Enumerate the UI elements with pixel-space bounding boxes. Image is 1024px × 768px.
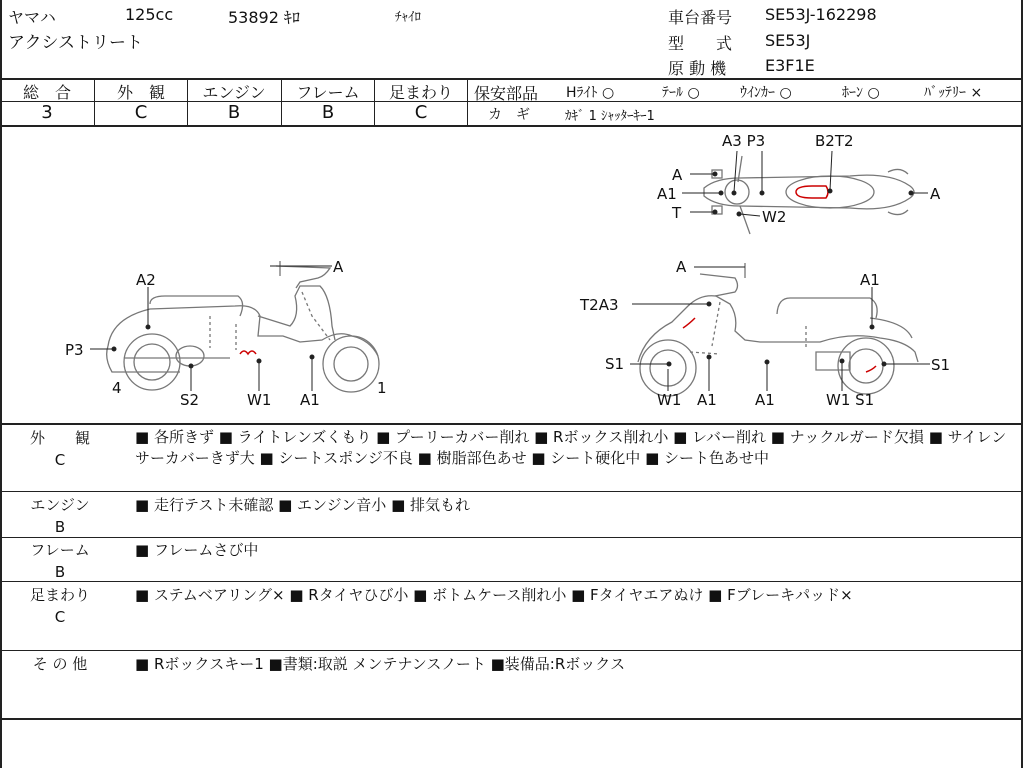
- label-right-a1-mid: A1: [697, 391, 717, 409]
- label-top-b2t2: B2T2: [815, 132, 854, 150]
- label-left-a1: A1: [300, 391, 320, 409]
- grade-value-suspension: C: [414, 102, 428, 123]
- label-left-1: 1: [377, 379, 387, 397]
- remarks-text-suspension: ■ ステムベアリング× ■ Rタイヤひび小 ■ ボトムケース削れ小 ■ Fタイヤエアぬけ ■ Fブレーキパッド×: [135, 586, 853, 604]
- safety-item-horn: ﾎｰﾝ ○: [842, 85, 880, 101]
- label-right-s1-right: S1: [931, 356, 951, 374]
- type-label: 型 式: [668, 34, 733, 53]
- safety-item-tail: ﾃｰﾙ ○: [662, 85, 700, 101]
- remarks-label-exterior-title: 外 観: [29, 429, 90, 447]
- label-top-a-right: A: [930, 185, 941, 203]
- label-left-a: A: [333, 258, 344, 276]
- grade-sep-5: [467, 78, 468, 126]
- type-value: SE53J: [765, 31, 811, 50]
- remarks-label-suspension: [12, 584, 108, 628]
- remarks-label-other-title: そ の 他: [32, 655, 88, 673]
- label-right-w1: W1: [657, 391, 682, 409]
- engine-label: 原 動 機: [668, 59, 727, 78]
- remarks-line-5: [0, 718, 1023, 720]
- grade-label-engine: エンジン: [202, 83, 266, 102]
- label-top-a3p3: A3 P3: [722, 132, 766, 150]
- grade-label-suspension: 足まわり: [388, 83, 453, 102]
- remarks-text-other: ■ Rボックスキー1 ■書類:取説 メンテナンスノート ■装備品:Rボックス: [135, 655, 626, 673]
- safety-label: 保安部品: [474, 84, 539, 103]
- label-left-p3: P3: [65, 341, 84, 359]
- remarks-line-1: [0, 491, 1023, 492]
- remarks-label-suspension-grade: C: [54, 608, 66, 626]
- damage-mark-right-1: [683, 318, 695, 328]
- color: ﾁｬｲﾛ: [395, 10, 421, 25]
- safety-item-headlight: Hﾗｲﾄ ○: [566, 85, 615, 101]
- label-right-a1-top: A1: [860, 271, 880, 289]
- grade-value-overall: 3: [41, 102, 53, 123]
- remarks-label-frame-title: フレーム: [30, 541, 90, 559]
- grade-label-overall: 総 合: [22, 83, 71, 102]
- label-right-a1-body: A1: [755, 391, 775, 409]
- label-left-a2: A2: [136, 271, 156, 289]
- key-value: ｶｷﾞ 1 ｼｬｯﾀｰｷｰ1: [565, 109, 655, 124]
- remarks-label-exterior-grade: C: [54, 451, 66, 469]
- remarks-label-other: [12, 653, 108, 675]
- remarks-label-engine-title: エンジン: [30, 496, 90, 514]
- safety-item-battery: ﾊﾞｯﾃﾘｰ ×: [924, 85, 983, 101]
- grade-value-engine: B: [227, 102, 241, 123]
- remarks-top-line: [0, 423, 1023, 425]
- label-right-s1-left: S1: [605, 355, 625, 373]
- remarks-text-frame: ■ フレームさび中: [135, 541, 259, 559]
- remarks-line-4: [0, 650, 1023, 651]
- label-right-w1s1: W1 S1: [826, 391, 875, 409]
- displacement: 125cc: [125, 5, 174, 24]
- key-label: カ ギ: [488, 107, 530, 123]
- remarks-label-exterior: [12, 427, 108, 471]
- remarks-label-frame-grade: B: [54, 563, 66, 581]
- label-top-a-left: A: [672, 166, 683, 184]
- remarks-text-engine: ■ 走行テスト未確認 ■ エンジン音小 ■ 排気もれ: [135, 496, 471, 514]
- remarks-line-3: [0, 581, 1023, 582]
- remarks-label-engine-grade: B: [54, 518, 66, 536]
- label-top-t: T: [672, 204, 682, 222]
- remarks-label-frame: [12, 539, 108, 583]
- label-top-a1: A1: [657, 185, 677, 203]
- label-right-t2a3: T2A3: [580, 296, 619, 314]
- damage-mark-right-2: [866, 366, 876, 372]
- damage-diagram: [0, 126, 1023, 422]
- grade-value-exterior: C: [134, 102, 148, 123]
- label-top-w2: W2: [762, 208, 787, 226]
- remarks-text-exterior: ■ 各所きず ■ ライトレンズくもり ■ プーリーカバー削れ ■ Rボックス削れ小 ■ レバー削れ ■ ナックルガード欠損 ■ サイレンサーカバーきず大 ■ シートスポンジ不良 ■ 樹脂部色あせ ■ シート硬化中 ■ シート色あせ中: [135, 428, 1007, 467]
- diagram-labels: [65, 132, 950, 409]
- model-name: アクシストリート: [8, 33, 143, 53]
- maker: ヤマハ: [8, 8, 56, 27]
- mileage: 53892 ｷﾛ: [228, 8, 300, 27]
- safety-item-winker: ｳｲﾝｶｰ ○: [740, 85, 792, 101]
- label-left-4: 4: [112, 379, 122, 397]
- remarks-line-2: [0, 537, 1023, 538]
- label-left-w1: W1: [247, 391, 272, 409]
- grade-label-exterior: 外 観: [116, 83, 165, 102]
- frame-no-label: 車台番号: [668, 8, 733, 27]
- engine-value: E3F1E: [765, 56, 815, 75]
- label-right-a: A: [676, 258, 687, 276]
- grade-value-frame: B: [321, 102, 335, 123]
- grade-label-frame: フレーム: [296, 83, 360, 102]
- damage-mark-left-1: [240, 351, 256, 354]
- frame-no: SE53J-162298: [765, 5, 877, 24]
- label-left-s2: S2: [180, 391, 200, 409]
- remarks-label-engine: [12, 494, 108, 538]
- remarks-label-suspension-title: 足まわり: [29, 586, 90, 604]
- damage-mark-top-1: [796, 186, 828, 198]
